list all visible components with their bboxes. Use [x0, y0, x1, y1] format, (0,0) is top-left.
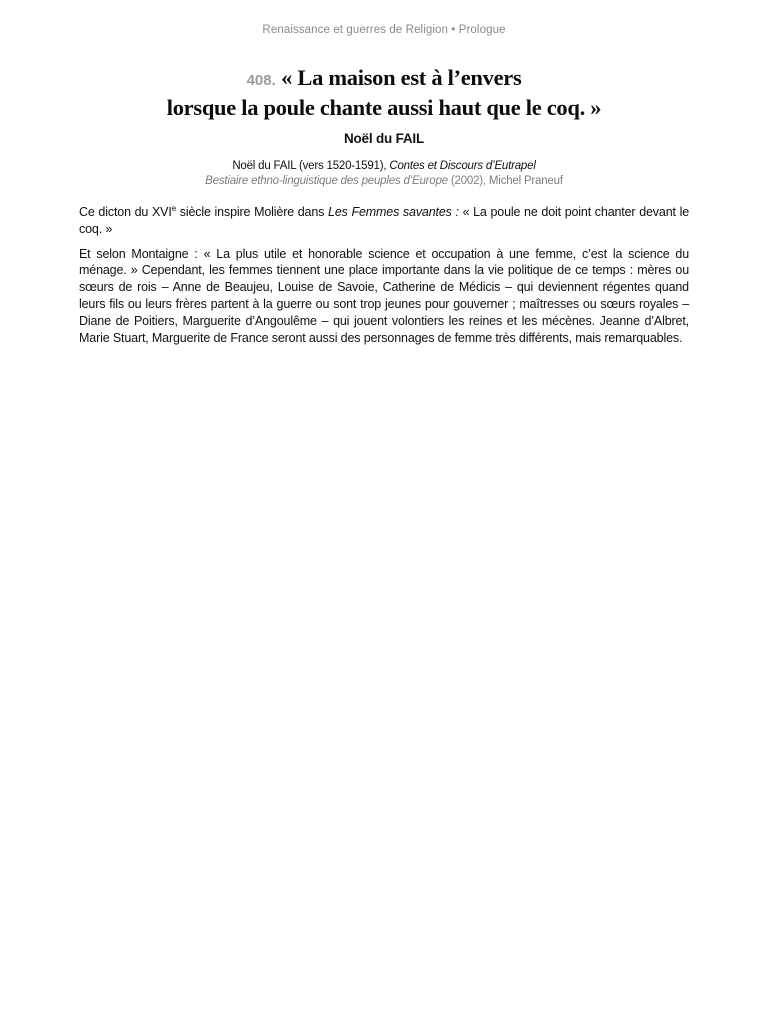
secondary-source-info: (2002), Michel Praneuf: [447, 175, 563, 187]
source-line-1: [0, 159, 768, 174]
quote-title: [0, 64, 768, 121]
p1-mid: siècle inspire Molière dans: [176, 205, 329, 219]
quote-line-1: [0, 64, 768, 94]
p1-start: Ce dicton du XVI: [79, 205, 172, 219]
quote-number: 408.: [246, 72, 276, 89]
secondary-source-title: Bestiaire ethno-linguistique des peuples d’Europe: [205, 175, 448, 187]
paragraph-1: [79, 204, 689, 238]
quote-line-2: lorsque la poule chante aussi haut que le coq. »: [166, 95, 602, 120]
running-header: Renaissance et guerres de Religion • Prologue: [262, 24, 506, 36]
source-block: [0, 159, 768, 189]
source-work-title: Contes et Discours d’Eutrapel: [389, 160, 536, 172]
paragraph-2: Et selon Montaigne : « La plus utile et honorable science et occupation à une femme, c’est la science du ménage. » Cependant, les femmes tiennent une place importante dans la vie politique de ce temps : mères ou sœurs de rois – Anne de Beaujeu, Louise de Savoie, Catherine de Médicis – qui deviennent régentes quand leurs fils ou leurs frères partent à la guerre ou sont trop jeunes pour gouverner ; maîtresses ou sœurs royales – Diane de Poitiers, Marguerite d’Angoulême – qui jouent volontiers les reines et les mécènes. Jeanne d’Albret, Marie Stuart, Marguerite de France seront aussi des personnages de femme très différents, mais remarquables.: [79, 246, 689, 345]
quote-text-1: « La maison est à l’envers: [281, 65, 522, 90]
source-line-2: [0, 174, 768, 189]
author-name: Noël du FAIL: [343, 131, 425, 146]
body-text: [79, 204, 689, 354]
quote-block: [0, 64, 768, 146]
p1-work-title: Les Femmes savantes :: [328, 205, 459, 219]
source-author: Noël du FAIL (vers 1520-1591),: [232, 160, 390, 172]
century-superscript: e: [171, 203, 176, 213]
p1-end: « La poule ne doit point chanter devant le coq. »: [79, 205, 690, 236]
